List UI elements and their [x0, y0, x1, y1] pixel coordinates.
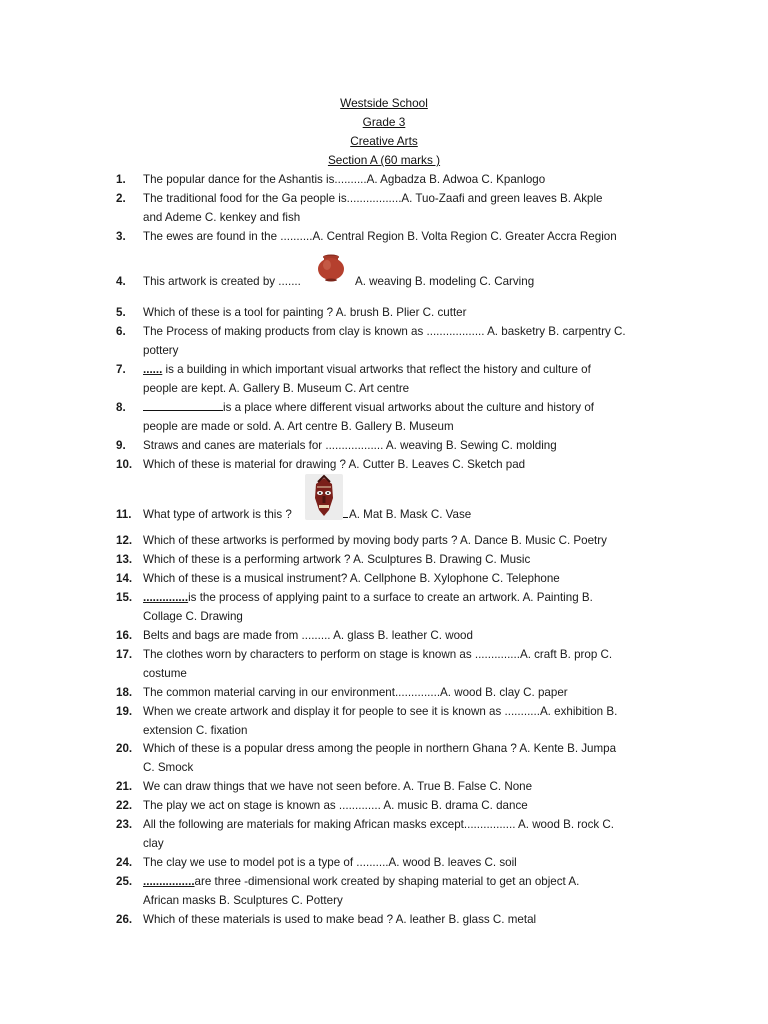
question-text-line1: is a place where different visual artworks about the culture and history of	[143, 398, 643, 417]
question-options: A. weaving B. modeling C. Carving	[355, 275, 535, 288]
question-text: The common material carving in our environment..............A. wood B. clay C. paper	[143, 686, 568, 699]
question-text: Which of these materials is used to make bead ? A. leather B. glass C. metal	[143, 913, 537, 926]
question-text: Which of these artworks is performed by moving body parts ? A. Dance B. Music C. Poetry	[143, 534, 607, 547]
question-number: 11.	[116, 508, 132, 521]
question-number: 10.	[116, 458, 133, 471]
question-text-line1: ...... is a building in which important visual artworks that reflect the history and culture of	[143, 363, 591, 376]
question-number: 12.	[116, 534, 133, 547]
school-name: Westside School	[340, 96, 428, 110]
question-text: Which of these is material for drawing ? A. Cutter B. Leaves C. Sketch pad	[143, 458, 526, 471]
question-text-line2: costume	[143, 667, 187, 680]
question-text-line2: pottery	[143, 344, 179, 357]
answer-blank-line	[143, 399, 223, 411]
question-number: 1.	[116, 173, 126, 186]
question-text-line1: Which of these is a popular dress among the people in northern Ghana ? A. Kente B. Jumpa	[143, 742, 617, 755]
question-number: 9.	[116, 439, 126, 452]
question-text: Which of these is a tool for painting ? A. brush B. Plier C. cutter	[143, 306, 467, 319]
question-number: 23.	[116, 818, 133, 831]
subject-title: Creative Arts	[350, 134, 418, 148]
question-number: 5.	[116, 306, 126, 319]
exam-header	[0, 94, 768, 170]
question-text-line2: extension C. fixation	[143, 724, 248, 737]
answer-blank: ................	[143, 875, 195, 888]
question-number: 13.	[116, 553, 133, 566]
question-text: The clay we use to model pot is a type of ..........A. wood B. leaves C. soil	[143, 856, 517, 869]
question-number: 26.	[116, 913, 133, 926]
question-number: 6.	[116, 325, 126, 338]
answer-blank: ......	[143, 363, 163, 376]
question-text-line1: The Process of making products from clay is known as .................. A. basketry B. carpentry C.	[143, 325, 626, 338]
question-text: The popular dance for the Ashantis is..........A. Agbadza B. Adwoa C. Kpanlogo	[143, 173, 546, 186]
question-text-line1: The clothes worn by characters to perform on stage is known as ..............A. craft B. prop C.	[143, 648, 613, 661]
question-text: Which of these is a musical instrument? A. Cellphone B. Xylophone C. Telephone	[143, 572, 560, 585]
question-text-line1: ..............is the process of applying paint to a surface to create an artwork. A. Painting B.	[143, 591, 593, 604]
question-number: 8.	[116, 401, 126, 414]
question-options: A. Mat B. Mask C. Vase	[349, 508, 472, 521]
question-text: Which of these is a performing artwork ? A. Sculptures B. Drawing C. Music	[143, 553, 531, 566]
question-number: 20.	[116, 742, 133, 755]
question-text: This artwork is created by .......	[143, 275, 301, 288]
question-text: The play we act on stage is known as ............. A. music B. drama C. dance	[143, 799, 528, 812]
question-text-line1: The traditional food for the Ga people is.................A. Tuo-Zaafi and green leaves B. Akple	[143, 192, 603, 205]
answer-blank: ..............	[143, 591, 189, 604]
question-number: 14.	[116, 572, 133, 585]
question-number: 4.	[116, 275, 126, 288]
question-text-line2: clay	[143, 837, 164, 850]
question-number: 15.	[116, 591, 133, 604]
question-text: What type of artwork is this ?	[143, 508, 292, 521]
question-number: 21.	[116, 780, 133, 793]
question-number: 22.	[116, 799, 133, 812]
question-text-line2: people are made or sold. A. Art centre B. Gallery B. Museum	[143, 420, 454, 433]
question-text: Belts and bags are made from ......... A. glass B. leather C. wood	[143, 629, 473, 642]
question-number: 24.	[116, 856, 133, 869]
clay-pot-icon	[316, 252, 346, 282]
question-text-line1: All the following are materials for making African masks except................ A. wood B. rock C.	[143, 818, 615, 831]
question-number: 7.	[116, 363, 126, 376]
question-text: The ewes are found in the ..........A. Central Region B. Volta Region C. Greater Accra Region	[143, 230, 617, 243]
question-number: 19.	[116, 705, 133, 718]
question-text-line2: African masks B. Sculptures C. Pottery	[143, 894, 343, 907]
section-title: Section A (60 marks )	[327, 153, 441, 167]
question-number: 25.	[116, 875, 133, 888]
question-text-line1: ................are three -dimensional work created by shaping material to get an object A.	[143, 875, 580, 888]
question-text-line2: people are kept. A. Gallery B. Museum C. Art centre	[143, 382, 410, 395]
question-number: 16.	[116, 629, 133, 642]
question-number: 18.	[116, 686, 133, 699]
question-text: Straws and canes are materials for .................. A. weaving B. Sewing C. molding	[143, 439, 557, 452]
grade-title: Grade 3	[362, 115, 406, 129]
question-text-line1: When we create artwork and display it for people to see it is known as ...........A. exhibition B.	[143, 705, 618, 718]
question-text-line2: and Ademe C. kenkey and fish	[143, 211, 301, 224]
answer-underline	[343, 517, 348, 518]
question-number: 3.	[116, 230, 126, 243]
african-mask-icon	[305, 474, 343, 520]
question-text: We can draw things that we have not seen before. A. True B. False C. None	[143, 780, 533, 793]
question-number: 17.	[116, 648, 133, 661]
question-text-line2: Collage C. Drawing	[143, 610, 243, 623]
question-text-line2: C. Smock	[143, 761, 194, 774]
question-number: 2.	[116, 192, 126, 205]
